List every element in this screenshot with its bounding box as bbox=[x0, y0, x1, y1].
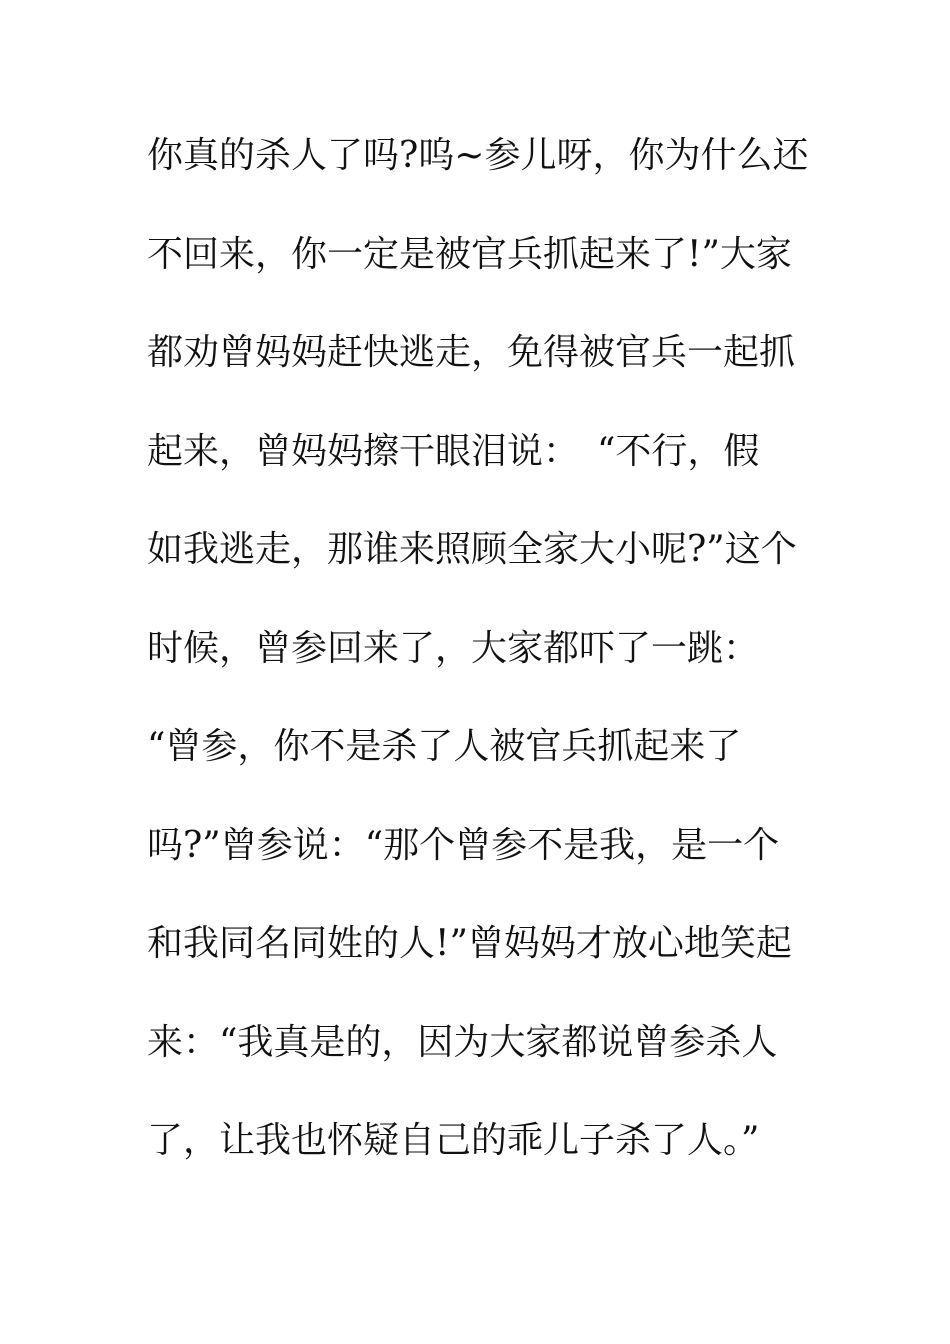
text-line: 都劝曾妈妈赶快逃走，免得被官兵一起抓 bbox=[147, 332, 796, 373]
text-line: “曾参，你不是杀了人被官兵抓起来了 bbox=[147, 726, 742, 767]
text-line: 了，让我也怀疑自己的乖儿子杀了人。” bbox=[147, 1120, 760, 1161]
text-line: 时候，曾参回来了，大家都吓了一跳： bbox=[147, 627, 760, 669]
text-line: 来：“我真是的，因为大家都说曾参杀人 bbox=[147, 1021, 778, 1063]
text-line: 吗?”曾参说：“那个曾参不是我，是一个 bbox=[147, 824, 780, 866]
text-line: 起来，曾妈妈擦干眼泪说： “不行，假 bbox=[147, 430, 760, 472]
text-line: 和我同名同姓的人!”曾妈妈才放心地笑起 bbox=[147, 923, 792, 964]
text-line: 如我逃走，那谁来照顾全家大小呢?”这个 bbox=[147, 529, 797, 570]
text-line: 你真的杀人了吗?呜~参儿呀，你为什么还 bbox=[147, 135, 809, 176]
story-text bbox=[147, 123, 812, 1207]
text-line: 不回来，你一定是被官兵抓起来了!”大家 bbox=[147, 233, 792, 275]
